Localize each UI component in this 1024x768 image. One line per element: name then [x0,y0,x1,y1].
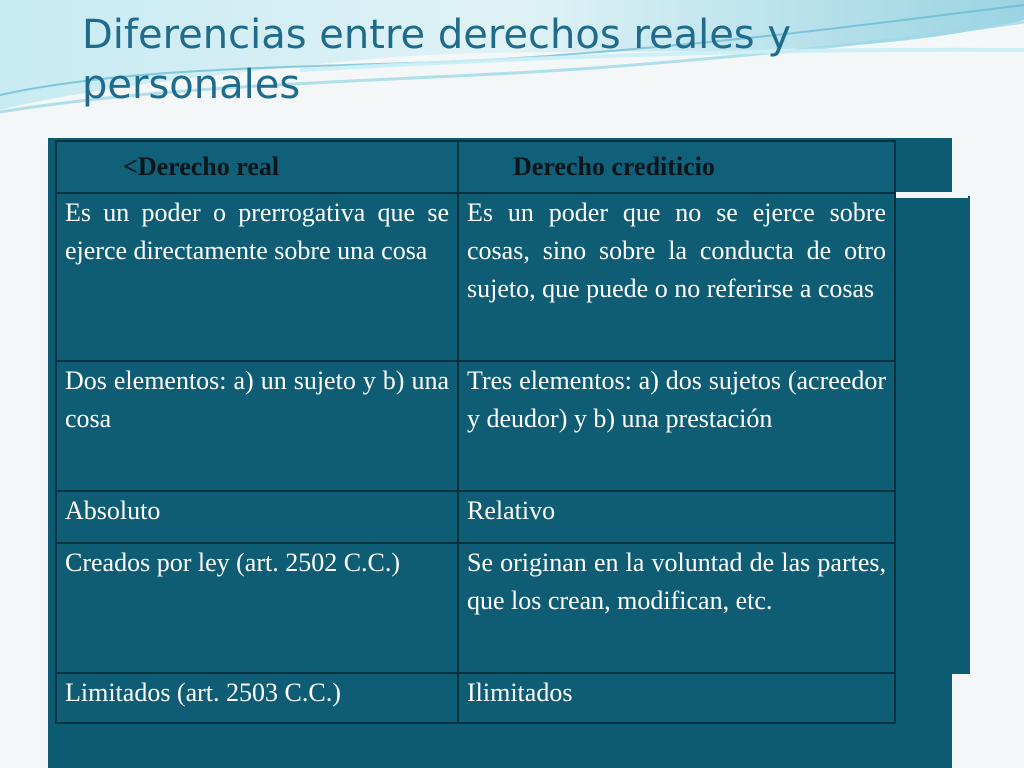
header-derecho-crediticio: Derecho crediticio [458,141,895,193]
table-cell-real: Dos elementos: a) un sujeto y b) una cosa [56,361,458,491]
table-row [56,361,895,491]
comparison-table [55,140,896,724]
table-cell-crediticio: Relativo [458,491,895,543]
table-cell-crediticio: Se originan en la voluntad de las partes, que los crean, modifican, etc. [458,543,895,673]
header-derecho-real: <Derecho real [56,141,458,193]
table-cell-real: Absoluto [56,491,458,543]
table-cell-real: Limitados (art. 2503 C.C.) [56,673,458,723]
table-cell-real: Es un poder o prerrogativa que se ejerce directamente sobre una cosa [56,193,458,361]
table-row [56,193,895,361]
table-cell-crediticio: Ilimitados [458,673,895,723]
table-row [56,491,895,543]
table-row [56,673,895,723]
table-header-row [56,141,895,193]
table-cell-real: Creados por ley (art. 2502 C.C.) [56,543,458,673]
table-cell-crediticio: Tres elementos: a) dos sujetos (acreedor y deudor) y b) una prestación [458,361,895,491]
table-cell-crediticio: Es un poder que no se ejerce sobre cosas, sino sobre la conducta de otro sujeto, que puede o no referirse a cosas [458,193,895,361]
panel-side-tab [893,196,970,674]
slide-title: Diferencias entre derechos reales y personales [82,12,792,108]
panel-notch [893,192,968,198]
table-row [56,543,895,673]
